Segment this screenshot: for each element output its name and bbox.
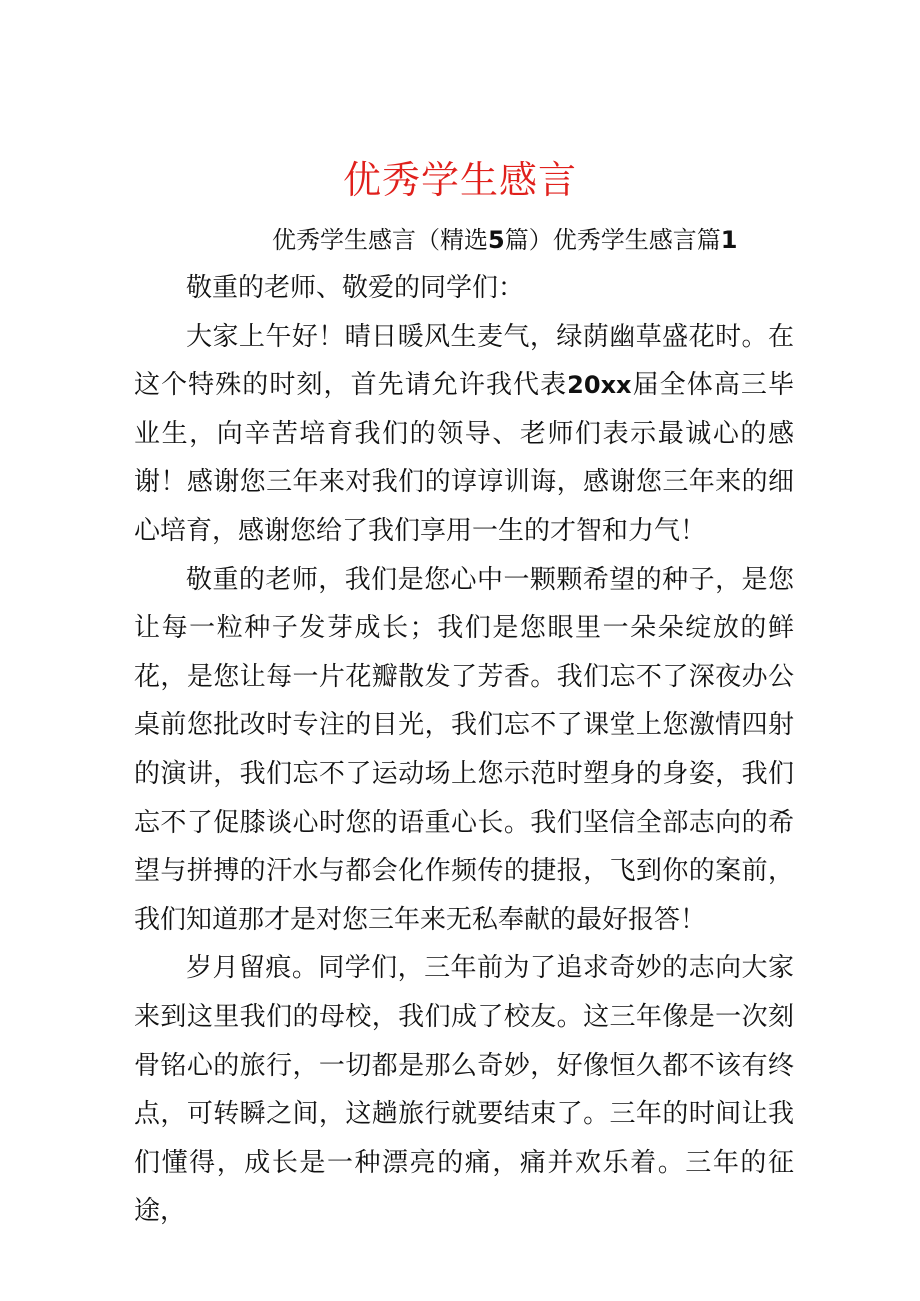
document-title: 优秀学生感言 [342, 158, 577, 202]
years-paragraph: 岁月留痕。同学们，三年前为了追求奇妙的志向大家来到这里我们的母校，我们成了校友。这三年像是一次刻骨铭心的旅行，一切都是那么奇妙，好像恒久都不该有终点，可转瞬之间，这趟旅行就要结束了。三年的时间让我们懂得，成长是一种漂亮的痛，痛并欢乐着。三年的征途， [134, 953, 794, 1227]
document-subtitle [272, 222, 737, 258]
greeting-text: 大家上午好！晴日暖风生麦气，绿荫幽草盛花时。在这个特殊的时刻，首先请允许我代表 [134, 321, 794, 401]
graduation-year: 20xx [567, 371, 632, 400]
subtitle-number: 1 [720, 226, 738, 254]
teachers-paragraph: 敬重的老师，我们是您心中一颗颗希望的种子，是您让每一粒种子发芽成长；我们是您眼里一朵朵绽放的鲜花，是您让每一片花瓣散发了芳香。我们忘不了深夜办公桌前您批改时专注的目光，我们忘不了课堂上您激情四射的演讲，我们忘不了运动场上您示范时塑身的身姿，我们忘不了促膝谈心时您的语重心长。我们坚信全部志向的希望与拼搏的汗水与都会化作频传的捷报，飞到你的案前，我们知道那才是对您三年来无私奉献的最好报答！ [134, 564, 794, 935]
salutation-paragraph: 敬重的老师、敬爱的同学们： [186, 273, 525, 303]
subtitle-count: 5 [488, 226, 505, 254]
greeting-text-rest: 届全体高三毕业生，向辛苦培育我们的领导、老师们表示最诚心的感谢！感谢您三年来对我们的谆谆训诲，感谢您三年来的细心培育，感谢您给了我们享用一生的才智和力气！ [134, 370, 794, 546]
document-body [134, 264, 794, 1236]
subtitle-text-1: 优秀学生感言（精选 [272, 226, 488, 254]
subtitle-text-2: 篇）优秀学生感言篇 [504, 226, 721, 254]
greeting-paragraph [134, 313, 794, 556]
